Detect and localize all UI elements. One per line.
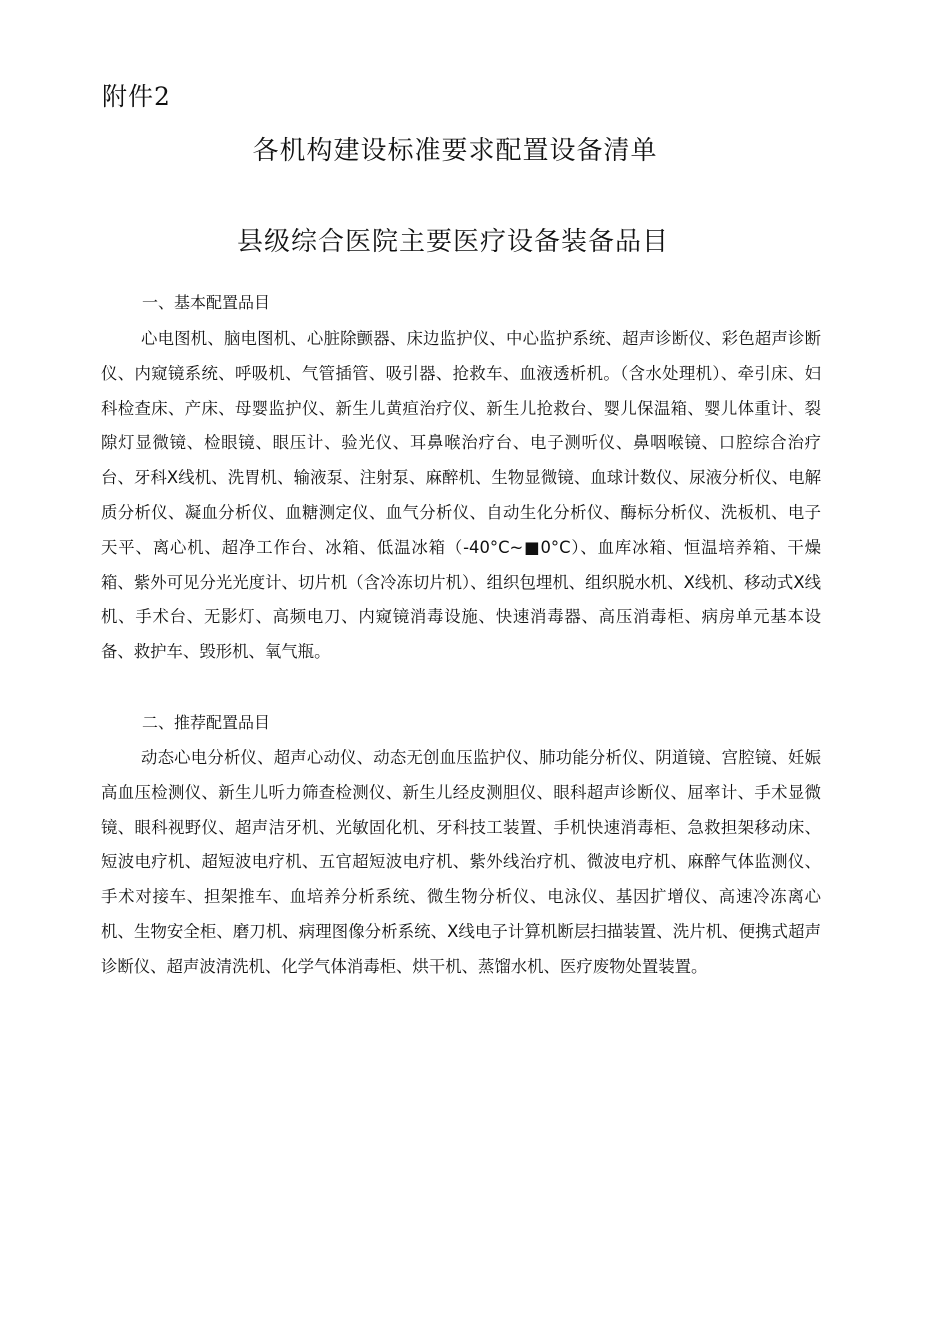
section-body-recommended: 动态心电分析仪、超声心动仪、动态无创血压监护仪、肺功能分析仪、阴道镜、宫腔镜、妊娠高血压检测仪、新生儿听力筛查检测仪、新生儿经皮测胆仪、眼科超声诊断仪、屈率计、手术显微镜、眼科视野仪、超声洁牙机、光敏固化机、牙科技工装置、手机快速消毒柜、急救担架移动床、短波电疗机、超短波电疗机、五官超短波电疗机、紫外线治疗机、微波电疗机、麻醉气体监测仪、手术对接车、担架推车、血培养分析系统、微生物分析仪、电泳仪、基因扩增仪、高速冷冻离心机、生物安全柜、磨刀机、病理图像分析系统、X线电子计算机断层扫描装置、洗片机、便携式超声诊断仪、超声波清洗机、化学气体消毒柜、烘干机、蒸馏水机、医疗废物处置装置。 (101, 748, 821, 976)
section-heading-basic: 一、基本配置品目 (142, 293, 271, 312)
document-title: 各机构建设标准要求配置设备清单 (252, 136, 658, 166)
section-body-basic: 心电图机、脑电图机、心脏除颤器、床边监护仪、中心监护系统、超声诊断仪、彩色超声诊断仪、内窥镜系统、呼吸机、气管插管、吸引器、抢救车、血液透析机。（含水处理机）、牵引床、妇科检查床、产床、母婴监护仪、新生儿黄疸治疗仪、新生儿抢救台、婴儿保温箱、婴儿体重计、裂隙灯显微镜、检眼镜、眼压计、验光仪、耳鼻喉治疗台、电子测听仪、鼻咽喉镜、口腔综合治疗台、牙科X线机、洗胃机、输液泵、注射泵、麻醉机、生物显微镜、血球计数仪、尿液分析仪、电解质分析仪、凝血分析仪、血糖测定仪、血气分析仪、自动生化分析仪、酶标分析仪、洗板机、电子天平、离心机、超净工作台、冰箱、低温冰箱（-40°C~■0°C）、血库冰箱、恒温培养箱、干燥箱、紫外可见分光光度计、切片机（含冷冻切片机）、组织包埋机、组织脱水机、X线机、移动式X线机、手术台、无影灯、高频电刀、内窥镜消毒设施、快速消毒器、高压消毒柜、病房单元基本设备、救护车、毁形机、氧气瓶。 (101, 329, 821, 662)
attachment-label: 附件2 (102, 82, 171, 111)
document-subtitle: 县级综合医院主要医疗设备装备品目 (236, 227, 669, 257)
section-heading-recommended: 二、推荐配置品目 (142, 713, 271, 732)
